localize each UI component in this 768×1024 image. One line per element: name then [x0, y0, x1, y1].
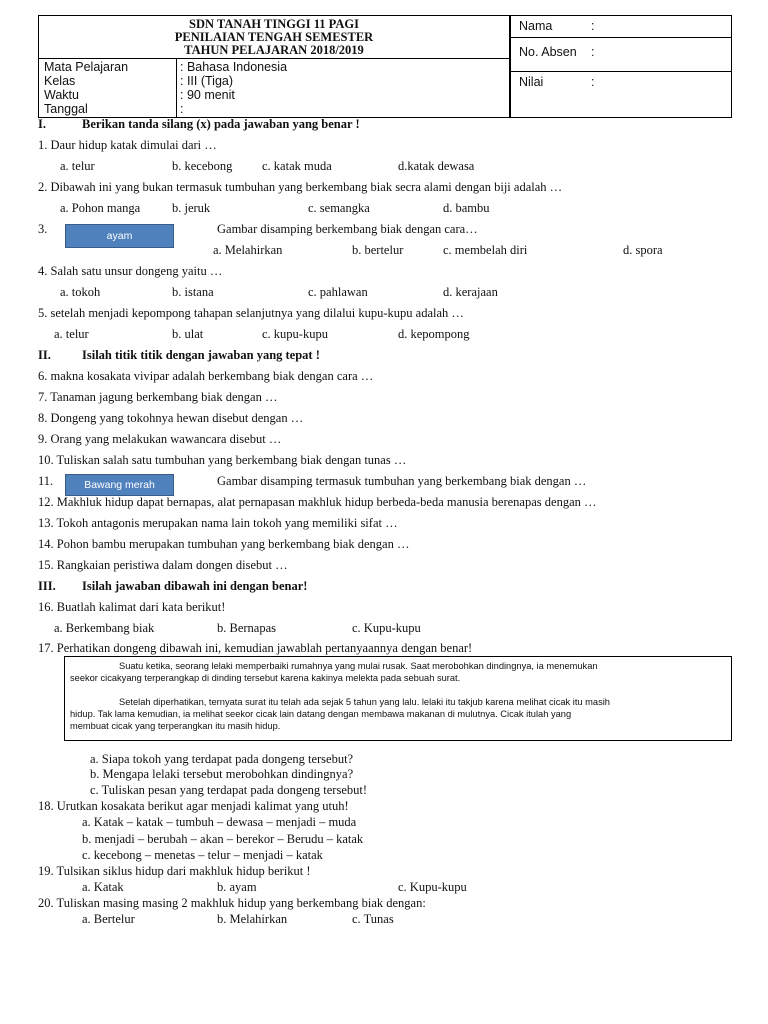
score-colon: : [591, 75, 595, 89]
question-15: 15. Rangkaian peristiwa dalam dongen disebut … [38, 558, 288, 572]
q2-option-a: a. Pohon manga [60, 201, 141, 215]
school-name: SDN TANAH TINGGI 11 PAGI [189, 17, 359, 31]
question-9: 9. Orang yang melakukan wawancara disebut … [38, 432, 282, 446]
info-value-time: : 90 menit [180, 88, 235, 102]
exam-title: PENILAIAN TENGAH SEMESTER [174, 30, 374, 44]
q18-sub-c: c. kecebong – menetas – telur – menjadi – katak [82, 848, 323, 862]
q5-option-d: d. kepompong [398, 327, 470, 341]
question-12: 12. Makhluk hidup dapat bernapas, alat pernapasan makhluk hidup berbeda-beda manusia berenapas dengan … [38, 495, 597, 509]
q16-option-b: b. Bernapas [217, 621, 277, 635]
info-label-subject: Mata Pelajaran [44, 60, 129, 74]
question-2: 2. Dibawah ini yang bukan termasuk tumbuhan yang berkembang biak secra alami dengan biji adalah … [38, 180, 563, 194]
section-2-number: II. [38, 348, 51, 362]
q16-option-c: c. Kupu-kupu [352, 621, 421, 635]
info-label-class: Kelas [44, 74, 76, 88]
question-11-number: 11. [38, 474, 54, 488]
q18-sub-b: b. menjadi – berubah – akan – berekor – Berudu – katak [82, 832, 364, 846]
question-7: 7. Tanaman jagung berkembang biak dengan … [38, 390, 278, 404]
story-line-3: Setelah diperhatikan, ternyata surat itu telah ada sejak 5 tahun yang lalu. lelaki itu takjub karena melihat cicak itu masih [119, 697, 610, 707]
question-3: Gambar disamping berkembang biak dengan cara… [217, 222, 478, 236]
question-17: 17. Perhatikan dongeng dibawah ini, kemudian jawablah pertanyaannya dengan benar! [38, 641, 473, 655]
info-value-class: : III (Tiga) [180, 74, 234, 88]
story-line-4: hidup. Tak lama kemudian, ia melihat seekor cicak lain datang dengan membawa makanan di mulutnya. Cicak itulah yang [70, 709, 572, 719]
q4-option-d: d. kerajaan [443, 285, 498, 299]
question-13: 13. Tokoh antagonis merupakan nama lain tokoh yang memiliki sifat … [38, 516, 398, 530]
section-3-number: III. [38, 579, 56, 593]
question-20: 20. Tuliskan masing masing 2 makhluk hidup yang berkembang biak dengan: [38, 896, 426, 910]
question-8: 8. Dongeng yang tokohnya hewan disebut dengan … [38, 411, 304, 425]
q19-option-b: b. ayam [217, 880, 257, 894]
info-label-date: Tanggal [44, 102, 88, 116]
story-line-1: Suatu ketika, seorang lelaki memperbaiki rumahnya yang mulai rusak. Saat merobohkan dindingnya, ia menemukan [119, 661, 598, 671]
absen-colon: : [591, 45, 595, 59]
q17-sub-c: c. Tuliskan pesan yang terdapat pada dongeng tersebut! [90, 783, 368, 797]
q20-option-b: b. Melahirkan [217, 912, 288, 926]
q4-option-b: b. istana [172, 285, 214, 299]
question-3-number: 3. [38, 222, 48, 236]
label-name: Nama [519, 19, 553, 33]
q1-option-c: c. katak muda [262, 159, 332, 173]
info-value-date: : [180, 102, 184, 116]
exam-header [38, 15, 510, 59]
q20-option-a: a. Bertelur [82, 912, 135, 926]
question-10: 10. Tuliskan salah satu tumbuhan yang berkembang biak dengan tunas … [38, 453, 407, 467]
q18-sub-a: a. Katak – katak – tumbuh – dewasa – menjadi – muda [82, 815, 357, 829]
student-info-box [510, 15, 732, 118]
q5-option-c: c. kupu-kupu [262, 327, 328, 341]
q3-option-b: b. bertelur [352, 243, 404, 257]
q2-option-b: b. jeruk [172, 201, 211, 215]
question-4: 4. Salah satu unsur dongeng yaitu … [38, 264, 223, 278]
q20-option-c: c. Tunas [352, 912, 394, 926]
q1-option-b: b. kecebong [172, 159, 233, 173]
section-3-title: Isilah jawaban dibawah ini dengan benar! [82, 579, 308, 593]
q5-option-b: b. ulat [172, 327, 204, 341]
question-19: 19. Tulsikan siklus hidup dari makhluk hidup berikut ! [38, 864, 311, 878]
q19-option-c: c. Kupu-kupu [398, 880, 467, 894]
question-11: Gambar disamping termasuk tumbuhan yang berkembang biak dengan … [217, 474, 587, 488]
name-colon: : [591, 19, 595, 33]
q5-option-a: a. telur [54, 327, 89, 341]
story-line-5: membuat cicak yang terperangkan itu masih hidup. [70, 721, 281, 731]
q17-sub-b: b. Mengapa lelaki tersebut merobohkan dindingnya? [90, 767, 354, 781]
info-value-subject: : Bahasa Indonesia [180, 60, 288, 74]
subject-info-table [38, 58, 510, 118]
label-absen: No. Absen [519, 45, 577, 59]
q3-option-d: d. spora [623, 243, 663, 257]
question-16: 16. Buatlah kalimat dari kata berikut! [38, 600, 226, 614]
q16-option-a: a. Berkembang biak [54, 621, 155, 635]
q19-option-a: a. Katak [82, 880, 124, 894]
section-1-title: Berikan tanda silang (x) pada jawaban yang benar ! [82, 117, 360, 131]
story-box [64, 656, 732, 741]
q3-option-a: a. Melahirkan [213, 243, 283, 257]
section-1-number: I. [38, 117, 46, 131]
question-18: 18. Urutkan kosakata berikut agar menjadi kalimat yang utuh! [38, 799, 349, 813]
q4-option-c: c. pahlawan [308, 285, 368, 299]
school-year: TAHUN PELAJARAN 2018/2019 [184, 43, 364, 57]
q2-option-c: c. semangka [308, 201, 370, 215]
q4-option-a: a. tokoh [60, 285, 101, 299]
info-label-time: Waktu [44, 88, 79, 102]
onion-image-placeholder: Bawang merah [65, 474, 174, 496]
q1-option-a: a. telur [60, 159, 95, 173]
story-line-2: seekor cicakyang terperangkap di dinding tersebut karena kakinya melekta pada sebuah surat. [70, 673, 461, 683]
q17-sub-a: a. Siapa tokoh yang terdapat pada dongeng tersebut? [90, 752, 354, 766]
question-1: 1. Daur hidup katak dimulai dari … [38, 138, 217, 152]
question-14: 14. Pohon bambu merupakan tumbuhan yang berkembang biak dengan … [38, 537, 410, 551]
chicken-image-placeholder: ayam [65, 224, 174, 248]
q3-option-c: c. membelah diri [443, 243, 528, 257]
question-5: 5. setelah menjadi kepompong tahapan selanjutnya yang dilalui kupu-kupu adalah … [38, 306, 464, 320]
q1-option-d: d.katak dewasa [398, 159, 475, 173]
question-6: 6. makna kosakata vivipar adalah berkembang biak dengan cara … [38, 369, 374, 383]
section-2-title: Isilah titik titik dengan jawaban yang tepat ! [82, 348, 320, 362]
label-score: Nilai [519, 75, 544, 89]
q2-option-d: d. bambu [443, 201, 490, 215]
